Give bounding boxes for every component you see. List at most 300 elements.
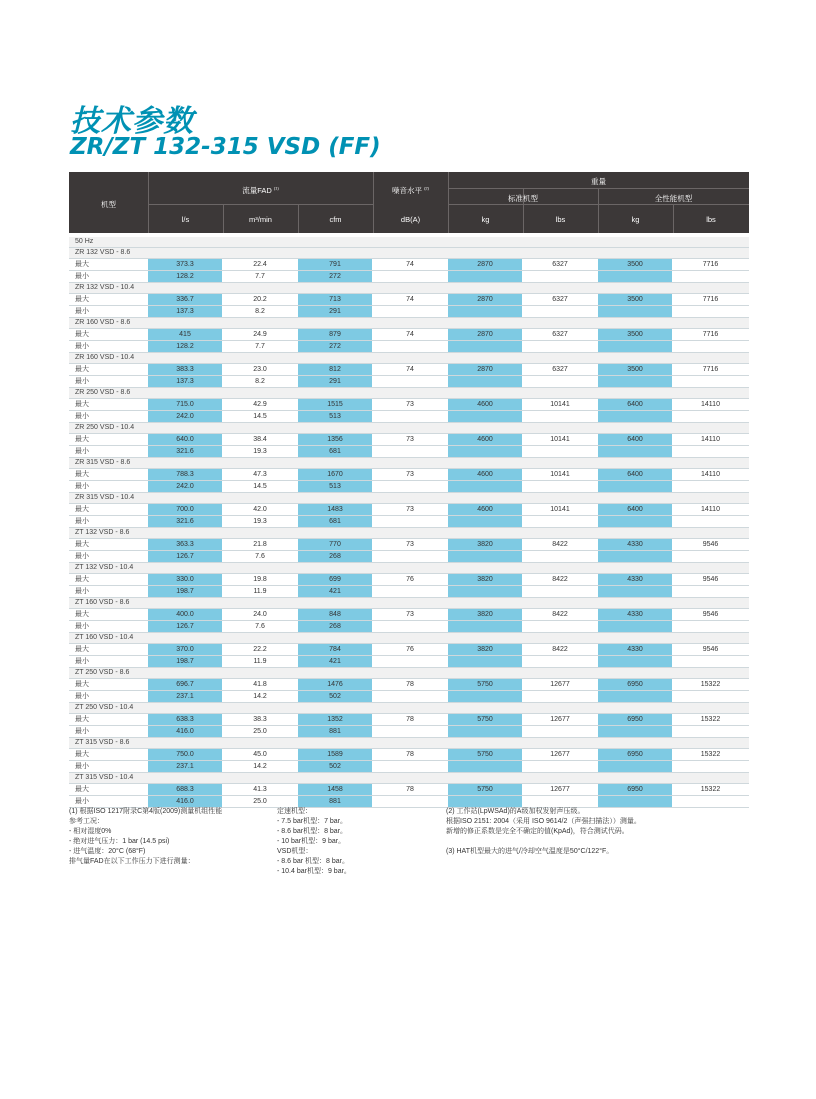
- flow-cfm-cell: 272: [298, 341, 372, 352]
- flow-cfm-cell: 879: [298, 329, 372, 340]
- row-label: 最小: [75, 378, 89, 385]
- flow-cfm-cell: 812: [298, 364, 372, 375]
- row-label: 最大: [75, 681, 89, 688]
- note-line: (3) HAT机型最大的进气/冷却空气温度是50°C/122°F。: [446, 848, 614, 855]
- flow-m3min-cell: 11.9: [253, 588, 267, 595]
- notes-col1: [69, 807, 222, 867]
- weight-kg-full-cell: 6950: [598, 714, 672, 725]
- row-label: 最小: [75, 588, 89, 595]
- noise-dba-cell: 78: [406, 786, 414, 793]
- flow-cfm-cell: 881: [298, 726, 372, 737]
- flow-m3min-cell: 24.9: [253, 331, 267, 338]
- model-group-label: ZR 315 VSD - 8.6: [69, 458, 749, 469]
- table-row-max: [69, 749, 749, 761]
- noise-dba-cell: 78: [406, 716, 414, 723]
- flow-ls-cell: 198.7: [148, 656, 222, 667]
- weight-kg-std-cell: 3820: [448, 644, 522, 655]
- table-header: [69, 172, 749, 233]
- weight-kg-full-cell: [598, 376, 672, 387]
- weight-kg-std-cell: [448, 446, 522, 457]
- weight-lbs-std-cell: 8422: [552, 576, 568, 583]
- weight-kg-full-cell: [598, 516, 672, 527]
- flow-m3min-cell: 22.4: [253, 261, 267, 268]
- weight-lbs-full-cell: 15322: [700, 786, 721, 793]
- weight-lbs-full-cell: [673, 551, 748, 562]
- flow-m3min-cell: 38.3: [253, 716, 267, 723]
- weight-lbs-std-cell: 8422: [552, 646, 568, 653]
- noise-dba-cell: [373, 271, 447, 282]
- weight-kg-std-cell: 4600: [448, 469, 522, 480]
- weight-lbs-std-cell: 12677: [550, 751, 570, 758]
- flow-cfm-cell: 291: [298, 306, 372, 317]
- flow-m3min-cell: 42.0: [253, 506, 267, 513]
- flow-ls-cell: 416.0: [148, 726, 222, 737]
- flow-ls-cell: 137.3: [148, 376, 222, 387]
- weight-lbs-std-cell: 10141: [550, 436, 570, 443]
- weight-kg-std-cell: [448, 551, 522, 562]
- table-row-max: [69, 434, 749, 446]
- header-noise: 噪音水平 $^{(2)}$: [392, 185, 429, 195]
- noise-dba-cell: [373, 691, 447, 702]
- unit-lbs-std: lbs: [555, 215, 566, 224]
- noise-dba-cell: [373, 726, 447, 737]
- header-full: 全性能机型: [654, 194, 693, 203]
- weight-lbs-full-cell: [673, 481, 748, 492]
- table-row-max: [69, 539, 749, 551]
- weight-kg-std-cell: [448, 376, 522, 387]
- flow-cfm-cell: 1356: [298, 434, 372, 445]
- weight-lbs-std-cell: 8422: [552, 541, 568, 548]
- weight-lbs-std-cell: 12677: [550, 716, 570, 723]
- flow-cfm-cell: 502: [298, 691, 372, 702]
- flow-m3min-cell: 11.9: [253, 658, 267, 665]
- table-row-min: [69, 411, 749, 423]
- row-label: 最大: [75, 576, 89, 583]
- table-row-min: [69, 376, 749, 388]
- flow-cfm-cell: 268: [298, 621, 372, 632]
- weight-kg-std-cell: 4600: [448, 504, 522, 515]
- weight-kg-full-cell: 4330: [598, 539, 672, 550]
- row-label: 最大: [75, 436, 89, 443]
- flow-cfm-cell: 502: [298, 761, 372, 772]
- note-line: 新增的修正系数是完全不确定的值(KpAd)，符合测试代码。: [446, 828, 629, 835]
- weight-lbs-std-cell: 12677: [550, 786, 570, 793]
- note-line: - 绝对进气压力：1 bar (14.5 psi): [69, 838, 170, 845]
- row-label: 最小: [75, 553, 89, 560]
- note-line: 排气量FAD在以下工作压力下进行测量：: [69, 858, 195, 865]
- note-line: - 8.6 bar 机型：8 bar。: [277, 858, 349, 865]
- flow-m3min-cell: 47.3: [253, 471, 267, 478]
- noise-dba-cell: [373, 761, 447, 772]
- row-label: 最大: [75, 366, 89, 373]
- noise-dba-cell: [373, 551, 447, 562]
- flow-m3min-cell: 22.2: [253, 646, 267, 653]
- weight-kg-std-cell: 5750: [448, 714, 522, 725]
- table-row-max: [69, 294, 749, 306]
- weight-lbs-std-cell: [523, 481, 597, 492]
- flow-ls-cell: 416.0: [148, 796, 222, 807]
- noise-dba-cell: 74: [406, 261, 414, 268]
- flow-ls-cell: 640.0: [148, 434, 222, 445]
- model-group-label: ZR 132 VSD - 10.4: [69, 283, 749, 294]
- table-row-min: [69, 481, 749, 493]
- flow-ls-cell: 237.1: [148, 761, 222, 772]
- weight-kg-full-cell: [598, 306, 672, 317]
- noise-dba-cell: 73: [406, 401, 414, 408]
- row-label: 最小: [75, 343, 89, 350]
- noise-dba-cell: 76: [406, 646, 414, 653]
- weight-kg-std-cell: 2870: [448, 294, 522, 305]
- flow-m3min-cell: 25.0: [253, 798, 267, 805]
- weight-lbs-std-cell: [523, 516, 597, 527]
- weight-lbs-full-cell: 7716: [702, 331, 719, 338]
- table-row-max: [69, 714, 749, 726]
- model-group-label: ZR 132 VSD - 8.6: [69, 248, 749, 259]
- row-label: 最小: [75, 728, 89, 735]
- noise-dba-cell: 78: [406, 751, 414, 758]
- weight-kg-std-cell: 3820: [448, 609, 522, 620]
- row-label: 最大: [75, 331, 89, 338]
- table-row-max: [69, 504, 749, 516]
- note-line: - 10.4 bar机型：9 bar。: [277, 868, 351, 875]
- weight-lbs-std-cell: [523, 726, 597, 737]
- notes-col3: [446, 807, 641, 857]
- flow-ls-cell: 242.0: [148, 481, 222, 492]
- model-group-label: ZR 250 VSD - 8.6: [69, 388, 749, 399]
- page-title-cn: 技术参数: [70, 104, 194, 139]
- noise-dba-cell: [373, 516, 447, 527]
- flow-m3min-cell: 24.0: [253, 611, 267, 618]
- flow-ls-cell: 363.3: [148, 539, 222, 550]
- weight-lbs-std-cell: 6327: [552, 261, 568, 268]
- weight-kg-full-cell: 6400: [598, 434, 672, 445]
- weight-lbs-std-cell: 10141: [550, 506, 570, 513]
- row-label: 最小: [75, 518, 89, 525]
- weight-lbs-std-cell: [523, 306, 597, 317]
- spec-table: [69, 172, 749, 808]
- weight-kg-full-cell: [598, 446, 672, 457]
- flow-ls-cell: 198.7: [148, 586, 222, 597]
- note-line: - 进气温度：20°C (68°F): [69, 848, 146, 855]
- flow-m3min-cell: 20.2: [253, 296, 267, 303]
- weight-kg-full-cell: [598, 621, 672, 632]
- weight-lbs-full-cell: [673, 761, 748, 772]
- weight-lbs-std-cell: 6327: [552, 366, 568, 373]
- noise-dba-cell: 74: [406, 366, 414, 373]
- weight-kg-full-cell: [598, 796, 672, 807]
- weight-lbs-std-cell: [523, 411, 597, 422]
- noise-dba-cell: 73: [406, 506, 414, 513]
- weight-kg-std-cell: 3820: [448, 574, 522, 585]
- table-row-max: [69, 644, 749, 656]
- flow-cfm-cell: 1458: [298, 784, 372, 795]
- weight-lbs-full-cell: [673, 411, 748, 422]
- flow-ls-cell: 696.7: [148, 679, 222, 690]
- note-line: 参考工况：: [69, 818, 104, 825]
- weight-kg-full-cell: [598, 656, 672, 667]
- weight-lbs-full-cell: 15322: [700, 716, 721, 723]
- flow-ls-cell: 330.0: [148, 574, 222, 585]
- note-line: 定速机型：: [277, 808, 312, 815]
- flow-m3min-cell: 23.0: [253, 366, 267, 373]
- row-label: 最小: [75, 413, 89, 420]
- row-label: 最小: [75, 448, 89, 455]
- weight-kg-std-cell: [448, 761, 522, 772]
- flow-m3min-cell: 14.2: [253, 693, 267, 700]
- flow-cfm-cell: 421: [298, 656, 372, 667]
- weight-kg-std-cell: [448, 621, 522, 632]
- weight-kg-full-cell: 3500: [598, 329, 672, 340]
- weight-kg-full-cell: 6950: [598, 784, 672, 795]
- flow-m3min-cell: 19.3: [253, 518, 267, 525]
- noise-dba-cell: 78: [406, 681, 414, 688]
- noise-dba-cell: [373, 446, 447, 457]
- notes-col2: [277, 807, 351, 877]
- flow-m3min-cell: 7.6: [255, 553, 265, 560]
- model-group-label: ZT 315 VSD - 8.6: [69, 738, 749, 749]
- weight-kg-full-cell: 3500: [598, 259, 672, 270]
- weight-lbs-full-cell: [673, 796, 748, 807]
- weight-kg-std-cell: 4600: [448, 434, 522, 445]
- flow-m3min-cell: 14.5: [253, 483, 267, 490]
- weight-kg-std-cell: 5750: [448, 784, 522, 795]
- noise-dba-cell: [373, 656, 447, 667]
- weight-lbs-full-cell: 14110: [701, 401, 720, 408]
- flow-cfm-cell: 770: [298, 539, 372, 550]
- weight-lbs-full-cell: 14110: [701, 436, 720, 443]
- flow-ls-cell: 336.7: [148, 294, 222, 305]
- weight-lbs-std-cell: 6327: [552, 331, 568, 338]
- noise-dba-cell: 74: [406, 331, 414, 338]
- weight-kg-full-cell: [598, 726, 672, 737]
- weight-lbs-std-cell: [523, 586, 597, 597]
- flow-ls-cell: 126.7: [148, 551, 222, 562]
- flow-ls-cell: 373.3: [148, 259, 222, 270]
- row-label: 最大: [75, 541, 89, 548]
- weight-kg-full-cell: 3500: [598, 364, 672, 375]
- weight-kg-full-cell: [598, 761, 672, 772]
- flow-ls-cell: 321.6: [148, 516, 222, 527]
- weight-kg-std-cell: [448, 586, 522, 597]
- flow-cfm-cell: 713: [298, 294, 372, 305]
- model-group-label: ZT 132 VSD - 8.6: [69, 528, 749, 539]
- note-line: (2) 工作站(LpWSAd)的A级加权发射声压级。: [446, 808, 585, 815]
- weight-lbs-full-cell: 9546: [702, 576, 719, 583]
- weight-lbs-full-cell: 15322: [700, 751, 721, 758]
- flow-cfm-cell: 1670: [298, 469, 372, 480]
- flow-cfm-cell: 272: [298, 271, 372, 282]
- weight-kg-std-cell: 5750: [448, 679, 522, 690]
- weight-lbs-full-cell: 7716: [702, 261, 719, 268]
- note-line: [446, 837, 641, 847]
- weight-kg-full-cell: [598, 691, 672, 702]
- unit-ls: l/s: [181, 215, 190, 224]
- model-group-label: ZR 160 VSD - 8.6: [69, 318, 749, 329]
- row-label: 最大: [75, 401, 89, 408]
- model-group-label: ZR 250 VSD - 10.4: [69, 423, 749, 434]
- flow-ls-cell: 237.1: [148, 691, 222, 702]
- weight-lbs-full-cell: 14110: [701, 471, 720, 478]
- row-label: 最小: [75, 658, 89, 665]
- table-row-max: [69, 364, 749, 376]
- note-line: VSD机型：: [277, 848, 313, 855]
- flow-m3min-cell: 8.2: [255, 378, 265, 385]
- table-row-min: [69, 761, 749, 773]
- weight-kg-std-cell: [448, 306, 522, 317]
- weight-lbs-full-cell: [673, 726, 748, 737]
- flow-cfm-cell: 291: [298, 376, 372, 387]
- noise-dba-cell: [373, 376, 447, 387]
- header-std: 标准机型: [508, 194, 538, 203]
- table-row-min: [69, 271, 749, 283]
- weight-lbs-std-cell: 6327: [552, 296, 568, 303]
- weight-lbs-full-cell: [673, 446, 748, 457]
- weight-lbs-full-cell: [673, 586, 748, 597]
- flow-ls-cell: 638.3: [148, 714, 222, 725]
- frequency-label: 50 Hz: [69, 237, 749, 248]
- flow-cfm-cell: 784: [298, 644, 372, 655]
- weight-kg-full-cell: [598, 341, 672, 352]
- flow-ls-cell: 126.7: [148, 621, 222, 632]
- row-label: 最小: [75, 693, 89, 700]
- row-label: 最小: [75, 798, 89, 805]
- flow-m3min-cell: 38.4: [253, 436, 267, 443]
- noise-dba-cell: [373, 796, 447, 807]
- row-label: 最大: [75, 506, 89, 513]
- weight-kg-full-cell: [598, 586, 672, 597]
- row-label: 最大: [75, 296, 89, 303]
- table-row-max: [69, 679, 749, 691]
- table-row-min: [69, 586, 749, 598]
- table-row-min: [69, 446, 749, 458]
- weight-kg-std-cell: [448, 341, 522, 352]
- table-row-min: [69, 691, 749, 703]
- flow-cfm-cell: 513: [298, 411, 372, 422]
- weight-lbs-full-cell: 7716: [702, 296, 719, 303]
- flow-m3min-cell: 41.8: [253, 681, 267, 688]
- weight-kg-full-cell: [598, 551, 672, 562]
- flow-m3min-cell: 8.2: [255, 308, 265, 315]
- table-row-max: [69, 574, 749, 586]
- model-group-label: ZT 315 VSD - 10.4: [69, 773, 749, 784]
- noise-dba-cell: 74: [406, 296, 414, 303]
- row-label: 最大: [75, 646, 89, 653]
- weight-lbs-std-cell: [523, 796, 597, 807]
- weight-lbs-full-cell: 9546: [702, 646, 719, 653]
- weight-kg-std-cell: [448, 656, 522, 667]
- weight-kg-std-cell: [448, 691, 522, 702]
- flow-ls-cell: 688.3: [148, 784, 222, 795]
- noise-dba-cell: [373, 586, 447, 597]
- weight-lbs-std-cell: [523, 656, 597, 667]
- flow-cfm-cell: 848: [298, 609, 372, 620]
- unit-dba: dB(A): [400, 215, 421, 224]
- weight-lbs-std-cell: [523, 761, 597, 772]
- flow-cfm-cell: 791: [298, 259, 372, 270]
- flow-ls-cell: 128.2: [148, 341, 222, 352]
- noise-dba-cell: 76: [406, 576, 414, 583]
- weight-kg-std-cell: [448, 271, 522, 282]
- model-group-label: ZT 160 VSD - 8.6: [69, 598, 749, 609]
- note-line: - 10 bar机型：9 bar。: [277, 838, 346, 845]
- table-row-min: [69, 516, 749, 528]
- header-model: 机型: [101, 200, 116, 209]
- weight-kg-std-cell: [448, 411, 522, 422]
- flow-ls-cell: 137.3: [148, 306, 222, 317]
- flow-m3min-cell: 19.8: [253, 576, 267, 583]
- noise-dba-cell: [373, 621, 447, 632]
- weight-lbs-std-cell: [523, 621, 597, 632]
- weight-kg-full-cell: [598, 271, 672, 282]
- flow-m3min-cell: 25.0: [253, 728, 267, 735]
- table-row-min: [69, 621, 749, 633]
- weight-kg-full-cell: 4330: [598, 609, 672, 620]
- unit-m3min: m³/min: [249, 215, 272, 224]
- weight-kg-std-cell: [448, 726, 522, 737]
- row-label: 最小: [75, 273, 89, 280]
- weight-kg-std-cell: 2870: [448, 329, 522, 340]
- flow-cfm-cell: 1589: [298, 749, 372, 760]
- flow-ls-cell: 788.3: [148, 469, 222, 480]
- weight-kg-std-cell: 2870: [448, 259, 522, 270]
- weight-lbs-full-cell: [673, 691, 748, 702]
- flow-cfm-cell: 1515: [298, 399, 372, 410]
- weight-kg-full-cell: 6950: [598, 749, 672, 760]
- noise-dba-cell: 73: [406, 471, 414, 478]
- flow-ls-cell: 400.0: [148, 609, 222, 620]
- model-group-label: ZT 160 VSD - 10.4: [69, 633, 749, 644]
- weight-kg-full-cell: [598, 481, 672, 492]
- row-label: 最大: [75, 611, 89, 618]
- weight-lbs-std-cell: [523, 271, 597, 282]
- flow-ls-cell: 370.0: [148, 644, 222, 655]
- weight-kg-full-cell: 4330: [598, 574, 672, 585]
- flow-ls-cell: 321.6: [148, 446, 222, 457]
- weight-kg-full-cell: 6950: [598, 679, 672, 690]
- weight-kg-std-cell: [448, 516, 522, 527]
- weight-lbs-full-cell: 9546: [702, 611, 719, 618]
- flow-ls-cell: 715.0: [148, 399, 222, 410]
- weight-kg-std-cell: 5750: [448, 749, 522, 760]
- flow-cfm-cell: 268: [298, 551, 372, 562]
- unit-lbs-full: lbs: [706, 215, 716, 224]
- table-row-min: [69, 306, 749, 318]
- weight-kg-std-cell: [448, 481, 522, 492]
- row-label: 最小: [75, 763, 89, 770]
- weight-lbs-full-cell: 15322: [700, 681, 721, 688]
- noise-dba-cell: [373, 341, 447, 352]
- weight-lbs-std-cell: [523, 551, 597, 562]
- row-label: 最大: [75, 471, 89, 478]
- weight-lbs-full-cell: [673, 341, 748, 352]
- table-row-max: [69, 329, 749, 341]
- model-group-label: ZT 250 VSD - 10.4: [69, 703, 749, 714]
- weight-lbs-full-cell: 9546: [702, 541, 719, 548]
- weight-lbs-full-cell: [673, 656, 748, 667]
- flow-cfm-cell: 1476: [298, 679, 372, 690]
- weight-kg-full-cell: 6400: [598, 469, 672, 480]
- page-title-model: ZR/ZT 132-315 VSD (FF): [70, 134, 381, 160]
- table-row-max: [69, 259, 749, 271]
- header-weight: 重量: [591, 177, 606, 186]
- flow-ls-cell: 415: [148, 329, 222, 340]
- flow-cfm-cell: 1352: [298, 714, 372, 725]
- flow-m3min-cell: 7.6: [255, 623, 265, 630]
- weight-lbs-std-cell: [523, 341, 597, 352]
- flow-cfm-cell: 681: [298, 446, 372, 457]
- flow-m3min-cell: 14.2: [253, 763, 267, 770]
- unit-kg-full: kg: [631, 215, 640, 224]
